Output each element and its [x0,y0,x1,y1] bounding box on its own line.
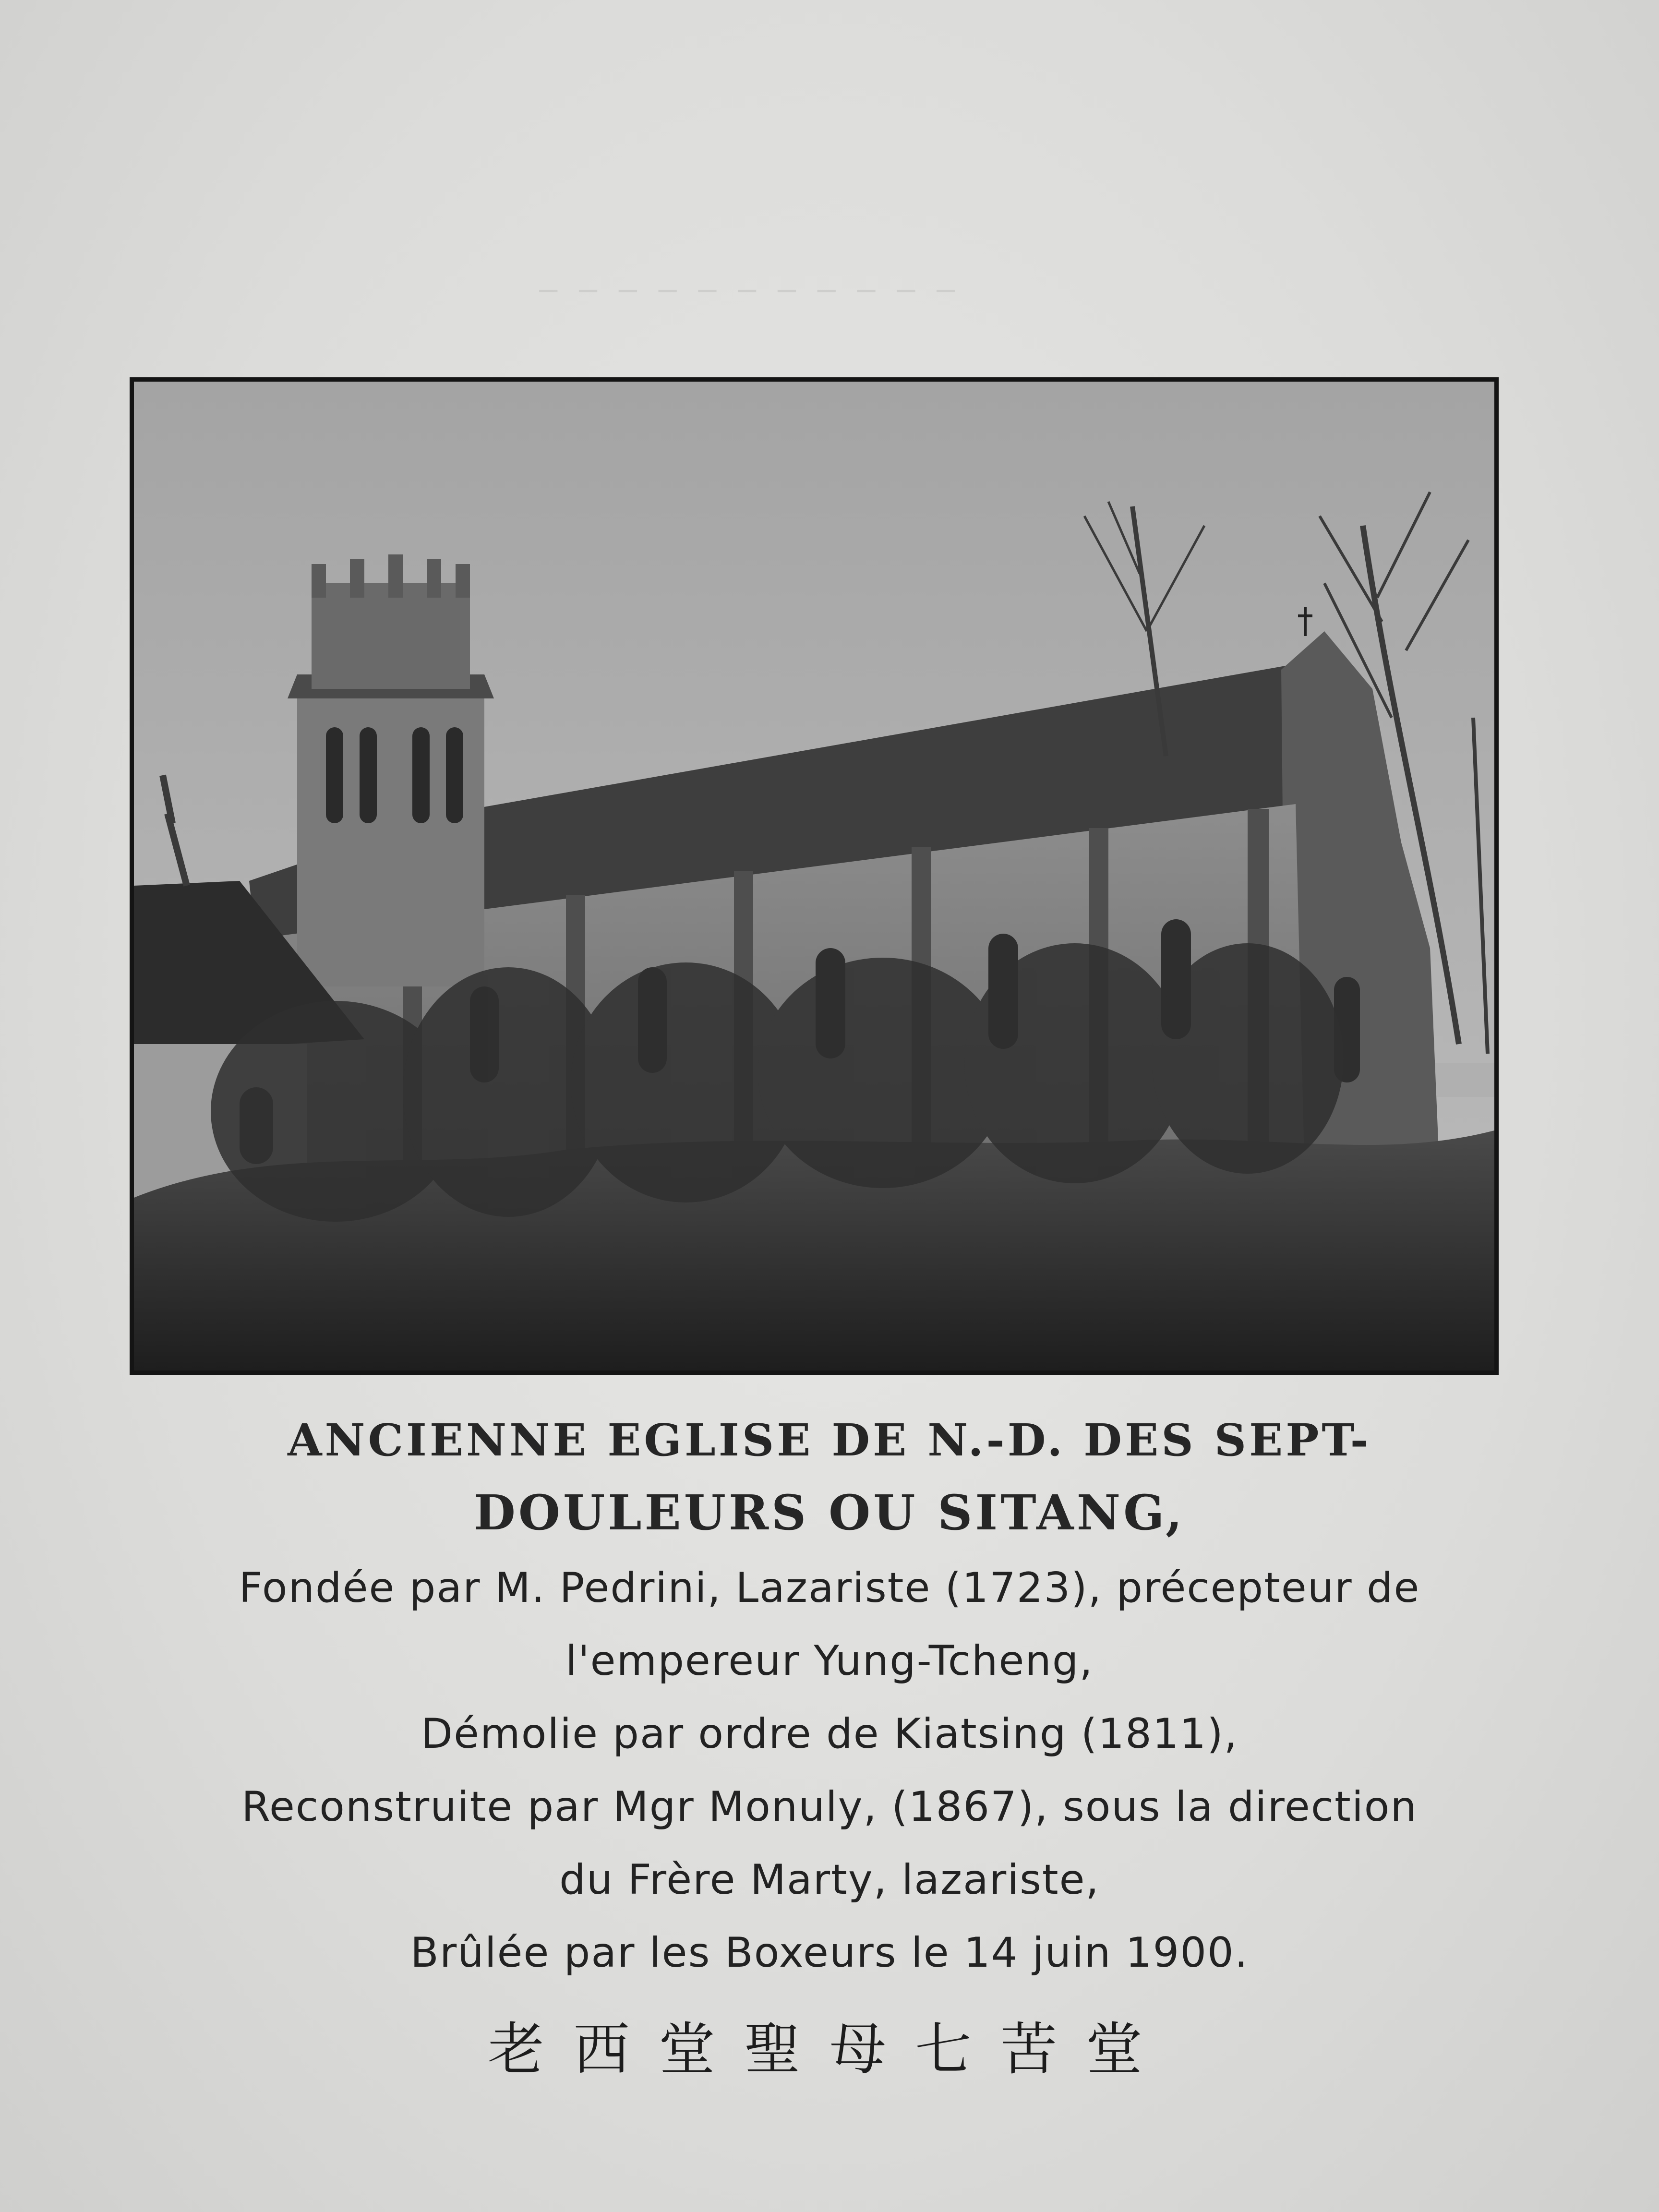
bleed-through-text: ‒ ‒ ‒ ‒ ‒ ‒ ‒ ‒ ‒ ‒ ‒ [538,269,961,308]
caption-body-line-4: Reconstruite par Mgr Monuly, (1867), sous la direction [241,1783,1418,1831]
caption-body-line-6: Brûlée par les Boxeurs le 14 juin 1900. [410,1929,1249,1977]
church-photograph [130,377,1499,1375]
caption-body-line-5: du Frère Marty, lazariste, [559,1856,1100,1904]
caption-body-line-2: l'empereur Yung-Tcheng, [565,1637,1094,1685]
caption-title-line-2: DOULEURS OU SITANG, [474,1484,1185,1541]
caption-body-line-3: Démolie par ordre de Kiatsing (1811), [421,1710,1238,1758]
caption-body-line-1: Fondée par M. Pedrini, Lazariste (1723), précepteur de [239,1564,1420,1612]
tower-top [312,583,470,689]
church-illustration [134,382,1494,1370]
chinese-caption: 老西堂聖母七苦堂 [487,2016,1171,2082]
caption-title-line-1: ANCIENNE EGLISE DE N.-D. DES SEPT- [288,1414,1371,1466]
